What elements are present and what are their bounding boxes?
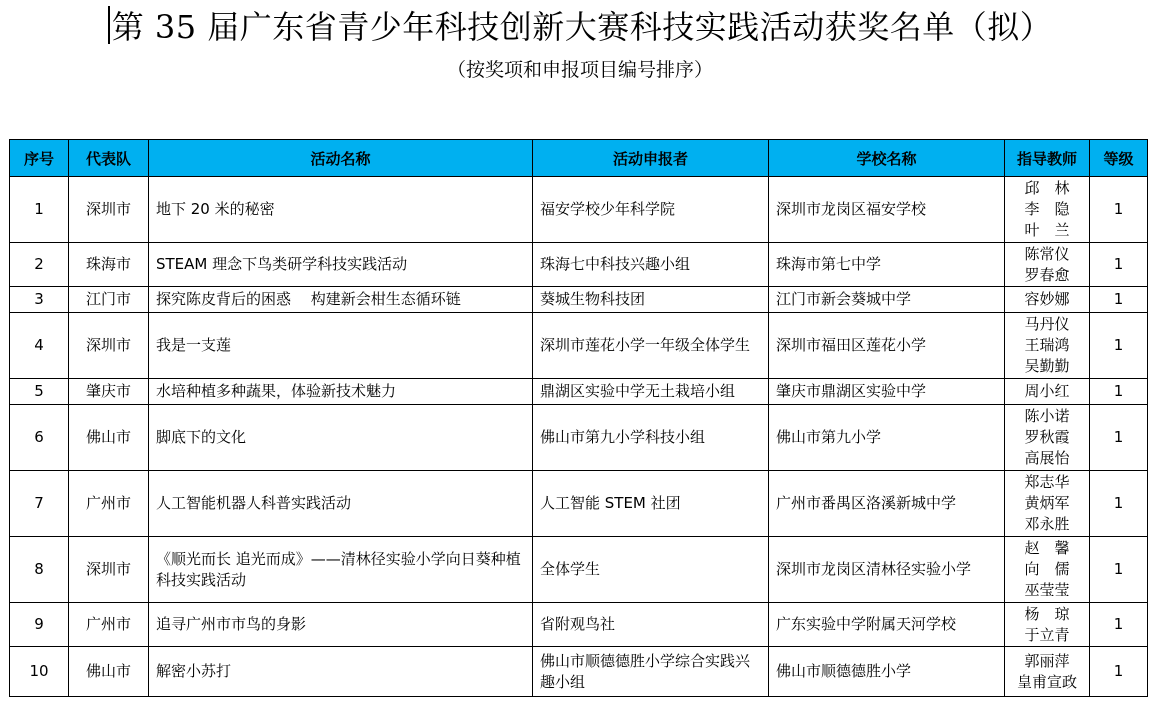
row-school: 佛山市第九小学 xyxy=(769,405,1005,471)
row-teachers xyxy=(1005,313,1090,379)
row-school: 深圳市福田区莲花小学 xyxy=(769,313,1005,379)
row-team: 广州市 xyxy=(69,603,149,647)
row-activity: 探究陈皮背后的困惑 构建新会柑生态循环链 xyxy=(149,287,533,313)
row-teachers xyxy=(1005,287,1090,313)
row-teachers xyxy=(1005,177,1090,243)
row-school: 佛山市顺德德胜小学 xyxy=(769,647,1005,697)
row-number: 10 xyxy=(10,647,69,697)
column-header: 序号 xyxy=(10,140,69,177)
row-teachers xyxy=(1005,471,1090,537)
row-applicant: 深圳市莲花小学一年级全体学生 xyxy=(533,313,769,379)
table-row xyxy=(10,313,1148,379)
table-row xyxy=(10,177,1148,243)
column-header: 活动名称 xyxy=(149,140,533,177)
row-team: 广州市 xyxy=(69,471,149,537)
table-body xyxy=(10,177,1148,697)
table-row xyxy=(10,647,1148,697)
row-activity: 我是一支莲 xyxy=(149,313,533,379)
row-activity: 脚底下的文化 xyxy=(149,405,533,471)
teacher-name: 李隐 xyxy=(1024,200,1085,218)
teacher-name: 郭丽萍 xyxy=(1024,651,1070,670)
row-school: 深圳市龙岗区清林径实验小学 xyxy=(769,537,1005,603)
award-table xyxy=(9,139,1148,697)
teacher-name: 邱林 xyxy=(1024,179,1085,197)
table-row xyxy=(10,471,1148,537)
row-level: 1 xyxy=(1090,405,1148,471)
row-teachers xyxy=(1005,405,1090,471)
column-header: 指导教师 xyxy=(1005,140,1090,177)
teacher-name: 马丹仪 xyxy=(1024,315,1070,333)
row-number: 8 xyxy=(10,537,69,603)
row-level: 1 xyxy=(1090,379,1148,405)
row-activity: 《顺光而长 追光而成》——清林径实验小学向日葵种植科技实践活动 xyxy=(149,537,533,603)
row-school: 珠海市第七中学 xyxy=(769,243,1005,287)
teacher-name: 容妙娜 xyxy=(1024,290,1070,308)
row-applicant: 全体学生 xyxy=(533,537,769,603)
teacher-name: 杨琼 xyxy=(1024,604,1085,623)
row-school: 广东实验中学附属天河学校 xyxy=(769,603,1005,647)
table-row xyxy=(10,287,1148,313)
row-applicant: 葵城生物科技团 xyxy=(533,287,769,313)
row-number: 6 xyxy=(10,405,69,471)
row-level: 1 xyxy=(1090,243,1148,287)
teacher-name: 皇甫宣政 xyxy=(1016,672,1077,691)
row-level: 1 xyxy=(1090,647,1148,697)
row-team: 佛山市 xyxy=(69,405,149,471)
row-teachers xyxy=(1005,537,1090,603)
teacher-name: 赵馨 xyxy=(1024,539,1085,557)
teacher-name: 邓永胜 xyxy=(1024,515,1070,533)
row-level: 1 xyxy=(1090,313,1148,379)
table-row xyxy=(10,243,1148,287)
row-number: 2 xyxy=(10,243,69,287)
row-level: 1 xyxy=(1090,471,1148,537)
row-applicant: 省附观鸟社 xyxy=(533,603,769,647)
row-teachers xyxy=(1005,379,1090,405)
row-level: 1 xyxy=(1090,287,1148,313)
row-level: 1 xyxy=(1090,603,1148,647)
row-activity: 解密小苏打 xyxy=(149,647,533,697)
row-activity: 水培种植多种蔬果，体验新技术魅力 xyxy=(149,379,533,405)
row-team: 江门市 xyxy=(69,287,149,313)
row-number: 9 xyxy=(10,603,69,647)
teacher-name: 高展怡 xyxy=(1024,449,1070,467)
row-applicant: 福安学校少年科学院 xyxy=(533,177,769,243)
row-applicant: 佛山市顺德德胜小学综合实践兴趣小组 xyxy=(533,647,769,697)
table-row xyxy=(10,379,1148,405)
teacher-name: 吴勤勤 xyxy=(1024,357,1070,375)
teacher-name: 向儒 xyxy=(1024,560,1085,578)
teacher-name: 陈小诺 xyxy=(1024,407,1070,425)
row-number: 3 xyxy=(10,287,69,313)
teacher-name: 黄炳军 xyxy=(1024,494,1070,512)
table-row xyxy=(10,405,1148,471)
column-header: 学校名称 xyxy=(769,140,1005,177)
teacher-name: 叶兰 xyxy=(1024,221,1085,239)
row-team: 佛山市 xyxy=(69,647,149,697)
row-number: 7 xyxy=(10,471,69,537)
row-applicant: 佛山市第九小学科技小组 xyxy=(533,405,769,471)
column-header: 代表队 xyxy=(69,140,149,177)
row-school: 深圳市龙岗区福安学校 xyxy=(769,177,1005,243)
row-applicant: 人工智能 STEM 社团 xyxy=(533,471,769,537)
column-header: 活动申报者 xyxy=(533,140,769,177)
page-subtitle: （按奖项和申报项目编号排序） xyxy=(446,59,713,81)
row-activity: STEAM 理念下鸟类研学科技实践活动 xyxy=(149,243,533,287)
column-header: 等级 xyxy=(1090,140,1148,177)
row-teachers xyxy=(1005,603,1090,647)
teacher-name: 罗秋霞 xyxy=(1024,428,1070,446)
row-teachers xyxy=(1005,243,1090,287)
table-row xyxy=(10,537,1148,603)
row-number: 4 xyxy=(10,313,69,379)
teacher-name: 于立青 xyxy=(1024,625,1070,644)
teacher-name: 巫莹莹 xyxy=(1024,581,1070,599)
row-number: 5 xyxy=(10,379,69,405)
table-header-row xyxy=(10,140,1148,177)
row-school: 江门市新会葵城中学 xyxy=(769,287,1005,313)
row-team: 深圳市 xyxy=(69,313,149,379)
row-team: 深圳市 xyxy=(69,537,149,603)
teacher-name: 郑志华 xyxy=(1024,473,1070,491)
row-teachers xyxy=(1005,647,1090,697)
row-activity: 人工智能机器人科普实践活动 xyxy=(149,471,533,537)
text-cursor xyxy=(108,6,110,44)
teacher-name: 陈常仪 xyxy=(1024,244,1070,263)
row-level: 1 xyxy=(1090,177,1148,243)
row-level: 1 xyxy=(1090,537,1148,603)
page-title xyxy=(0,4,1160,50)
row-activity: 追寻广州市市鸟的身影 xyxy=(149,603,533,647)
teacher-name: 王瑞鸿 xyxy=(1024,336,1070,354)
row-applicant: 珠海七中科技兴趣小组 xyxy=(533,243,769,287)
row-team: 肇庆市 xyxy=(69,379,149,405)
teacher-name: 罗春愈 xyxy=(1024,265,1070,284)
row-applicant: 鼎湖区实验中学无土栽培小组 xyxy=(533,379,769,405)
row-school: 肇庆市鼎湖区实验中学 xyxy=(769,379,1005,405)
row-activity: 地下 20 米的秘密 xyxy=(149,177,533,243)
row-team: 深圳市 xyxy=(69,177,149,243)
table-row xyxy=(10,603,1148,647)
teacher-name: 周小红 xyxy=(1024,382,1070,400)
row-school: 广州市番禺区洛溪新城中学 xyxy=(769,471,1005,537)
row-number: 1 xyxy=(10,177,69,243)
page-title-text: 第 35 届广东省青少年科技创新大赛科技实践活动获奖名单（拟） xyxy=(111,8,1053,46)
row-team: 珠海市 xyxy=(69,243,149,287)
